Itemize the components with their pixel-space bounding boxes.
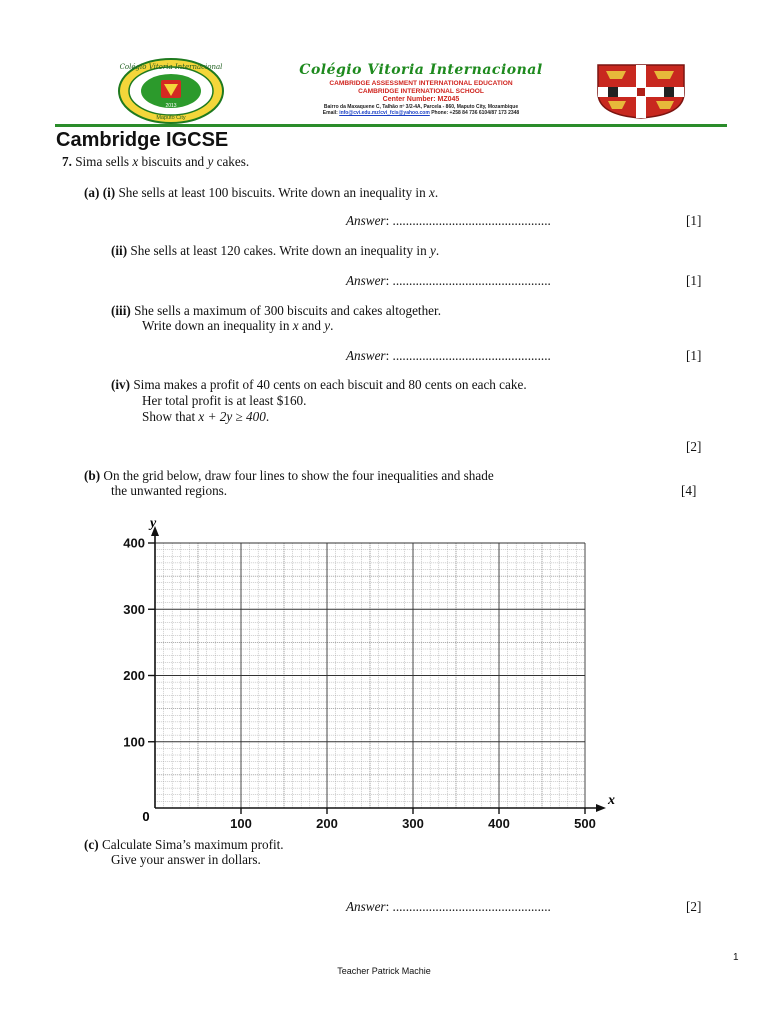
question-stem xyxy=(62,154,249,169)
x-axis-label: x xyxy=(608,793,615,808)
answer-label: Answer xyxy=(346,213,386,228)
header-center-number: Center Number: MZ045 xyxy=(382,96,460,103)
part-i-var: x xyxy=(429,185,435,200)
answer-line-c[interactable] xyxy=(346,899,551,915)
answer-label: Answer xyxy=(346,899,386,914)
part-a-iv-line2: Her total profit is at least $160. xyxy=(142,393,307,408)
y-axis-label: y xyxy=(150,516,157,531)
part-c-text-1: Calculate Sima’s maximum profit. xyxy=(101,837,284,852)
question-number: 7. xyxy=(62,154,72,169)
part-iv-end: . xyxy=(265,409,270,424)
header-address: Bairro da Maxaquene C, Talhão nº 3/2-4A, Parcela - 860, Maputo City, Mozambique xyxy=(323,104,519,110)
answer-line-a-i[interactable] xyxy=(346,213,551,229)
grid-svg[interactable] xyxy=(110,512,630,832)
answer-line-a-iii[interactable] xyxy=(346,348,551,364)
answer-colon: : xyxy=(385,273,390,288)
part-a-i xyxy=(84,185,438,200)
answer-colon: : xyxy=(385,899,390,914)
var-y: y xyxy=(207,154,214,169)
part-iii-end: . xyxy=(330,318,334,333)
part-iii-and: and xyxy=(298,318,325,333)
answer-dots: ................................................ xyxy=(392,273,551,288)
origin-label: 0 xyxy=(142,809,150,824)
answer-label: Answer xyxy=(346,273,386,288)
part-i-text: She sells at least 100 biscuits. Write down an inequality in xyxy=(118,185,429,200)
marks-a-ii: [1] xyxy=(686,273,702,288)
part-ii-var: y xyxy=(429,243,436,258)
part-a-iv-line3 xyxy=(142,409,269,424)
logo-text-bottom: Maputo City xyxy=(156,115,186,121)
footer-teacher: Teacher Patrick Machie xyxy=(337,966,431,976)
part-ii-text: She sells at least 120 cakes. Write down an inequality in xyxy=(130,243,430,258)
page-number: 1 xyxy=(733,952,739,963)
part-iii-line2-pre: Write down an inequality in xyxy=(142,318,293,333)
part-iii-text: She sells a maximum of 300 biscuits and cakes altogether. xyxy=(134,303,441,318)
x-tick-label: 100 xyxy=(230,816,252,831)
part-b-text-1: On the grid below, draw four lines to show the four inequalities and shade xyxy=(103,468,494,483)
x-tick-label: 400 xyxy=(488,816,510,831)
marks-a-iv: [2] xyxy=(686,439,702,454)
part-ii-end: . xyxy=(435,243,440,258)
answer-line-a-ii[interactable] xyxy=(346,273,551,289)
part-i-end: . xyxy=(434,185,439,200)
marks-a-iii: [1] xyxy=(686,348,702,363)
email-label: Email: xyxy=(322,110,338,116)
part-b-label: (b) xyxy=(84,468,101,483)
part-b-line1 xyxy=(84,468,494,483)
marks-c: [2] xyxy=(686,899,702,914)
answer-colon: : xyxy=(385,348,390,363)
part-iv-line3-pre: Show that xyxy=(142,409,199,424)
part-c-line2: Give your answer in dollars. xyxy=(111,852,261,867)
x-tick-label: 200 xyxy=(316,816,338,831)
y-tick-label: 300 xyxy=(123,601,145,617)
y-tick-label: 100 xyxy=(123,734,145,750)
part-iv-expression: x + 2y ≥ 400 xyxy=(198,409,266,424)
stem-text-3: cakes. xyxy=(213,154,250,169)
answer-colon: : xyxy=(385,213,390,228)
part-c-line1 xyxy=(84,837,284,852)
answer-dots: ................................................ xyxy=(392,899,551,914)
school-name: Colégio Vitoria Internacional xyxy=(299,62,543,78)
course-title: Cambridge IGCSE xyxy=(56,129,229,151)
part-iv-label: (iv) xyxy=(111,377,131,392)
school-logo xyxy=(118,58,224,124)
header-contact xyxy=(270,110,572,116)
logo-year: 2013 xyxy=(165,103,177,109)
header-cambridge-school: CAMBRIDGE INTERNATIONAL SCHOOL xyxy=(358,88,484,95)
part-a-iv-line1 xyxy=(111,377,527,392)
answer-label: Answer xyxy=(346,348,386,363)
part-ii-label: (ii) xyxy=(111,243,128,258)
answer-grid[interactable] xyxy=(110,512,630,832)
cambridge-crest-icon xyxy=(596,63,686,119)
part-i-label: (i) xyxy=(102,185,116,200)
part-c-label: (c) xyxy=(84,837,99,852)
answer-dots: ................................................ xyxy=(392,348,551,363)
phone-text: Phone: +258 84 736 6104/87 173 2348 xyxy=(431,110,520,116)
part-a-iii-line1 xyxy=(111,303,441,318)
y-tick-label: 400 xyxy=(123,535,145,551)
part-iii-label: (iii) xyxy=(111,303,131,318)
x-tick-label: 300 xyxy=(402,816,424,831)
marks-b: [4] xyxy=(681,483,697,498)
var-x: x xyxy=(132,154,139,169)
part-a-iii-line2 xyxy=(142,318,333,333)
part-iii-var-y: y xyxy=(324,318,331,333)
part-b-line2: the unwanted regions. xyxy=(111,483,228,498)
email-link[interactable]: info@cvi.edu.mz/cvi_fcis@yahoo.com xyxy=(339,110,430,116)
y-tick-label: 200 xyxy=(123,668,145,683)
part-iii-var-x: x xyxy=(292,318,299,333)
marks-a-i: [1] xyxy=(686,213,702,228)
grid-tick-marks xyxy=(148,543,585,814)
header-cambridge-assessment: CAMBRIDGE ASSESSMENT INTERNATIONAL EDUCATION xyxy=(329,80,513,87)
stem-text-1: Sima sells xyxy=(75,154,133,169)
x-axis-arrow-icon xyxy=(596,804,606,812)
stem-text-2: biscuits and xyxy=(138,154,208,169)
x-tick-label: 500 xyxy=(574,816,596,831)
part-a-ii xyxy=(111,243,439,258)
logo-text-top: Colégio Vitoria Internacional xyxy=(119,63,223,71)
answer-dots: ................................................ xyxy=(392,213,551,228)
part-a-label: (a) xyxy=(84,185,100,200)
part-iv-text-1: Sima makes a profit of 40 cents on each biscuit and 80 cents on each cake. xyxy=(133,377,527,392)
header-divider xyxy=(55,124,727,127)
